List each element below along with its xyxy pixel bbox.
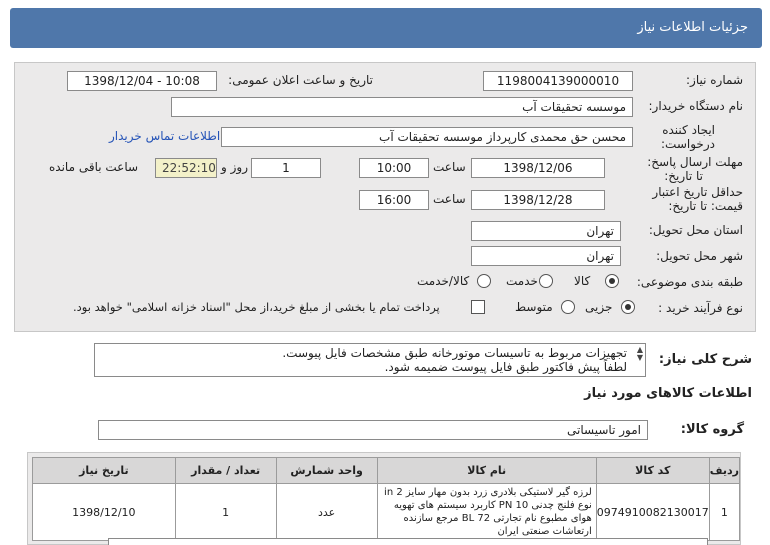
top-bar xyxy=(0,0,770,50)
requester-label-2: درخواست: xyxy=(661,137,715,151)
general-description-box[interactable] xyxy=(94,343,646,377)
purchase-option-medium: متوسط xyxy=(515,300,553,314)
price-validity-label-2: قیمت: تا تاریخ: xyxy=(668,199,743,213)
category-radio-service[interactable] xyxy=(539,274,553,288)
need-details-panel xyxy=(14,62,756,332)
col-header-index: ردیف xyxy=(709,458,739,484)
general-description-label: شرح کلی نیاز: xyxy=(658,352,752,367)
delivery-city-label: شهر محل تحویل: xyxy=(656,249,743,263)
buyer-org-label: نام دستگاه خریدار: xyxy=(648,99,743,113)
description-line-1: تجهیزات مربوط به تاسیسات موتورخانه طبق مشخصات فایل پیوست. xyxy=(282,346,627,360)
price-validity-time-label: ساعت xyxy=(433,192,466,206)
table-row[interactable] xyxy=(33,484,740,541)
bottom-field-edge xyxy=(108,538,708,545)
announce-datetime-label: تاریخ و ساعت اعلان عمومی: xyxy=(228,73,373,87)
table-header-row xyxy=(33,458,740,484)
delivery-province-label: استان محل تحویل: xyxy=(648,223,743,237)
col-header-code: کد کالا xyxy=(596,458,709,484)
need-number-label: شماره نیاز: xyxy=(686,73,743,87)
description-line-2: لطفاً پیش فاکتور طبق فایل پیوست ضمیمه شود. xyxy=(384,360,627,374)
col-header-name: نام کالا xyxy=(377,458,596,484)
goods-group-label: گروه کالا: xyxy=(680,422,744,437)
requester-field: محسن حق محمدی کارپرداز موسسه تحقیقات آب xyxy=(221,127,633,147)
category-option-goods-service: کالا/خدمت xyxy=(417,274,470,288)
category-radio-goods-service[interactable] xyxy=(477,274,491,288)
delivery-city-field: تهران xyxy=(471,246,621,266)
col-header-qty: تعداد / مقدار xyxy=(175,458,276,484)
cell-code: 0974910082130017 xyxy=(596,484,709,541)
treasury-payment-note: پرداخت تمام یا بخشی از مبلغ خرید،از محل "اسناد خزانه اسلامی" خواهد بود. xyxy=(73,300,440,314)
remaining-time-label: ساعت باقی مانده xyxy=(49,160,139,174)
reply-days-label: روز و xyxy=(221,160,248,174)
requester-label-1: ایجاد کننده xyxy=(662,123,715,137)
purchase-radio-minor[interactable] xyxy=(621,300,635,314)
reply-deadline-label-2: تا تاریخ: xyxy=(664,169,703,183)
reply-deadline-label-1: مهلت ارسال پاسخ: xyxy=(647,155,743,169)
category-option-service: خدمت xyxy=(506,274,538,288)
goods-table xyxy=(32,457,740,541)
cell-qty: 1 xyxy=(175,484,276,541)
price-validity-date-field: 1398/12/28 xyxy=(471,190,605,210)
goods-table-panel xyxy=(27,452,741,545)
page-title: جزئیات اطلاعات نیاز xyxy=(637,20,748,35)
announce-datetime-field: 1398/12/04 - 10:08 xyxy=(67,71,217,91)
remaining-time-field: 22:52:10 xyxy=(155,158,217,178)
category-label: طبقه بندی موضوعی: xyxy=(636,275,743,289)
cell-index: 1 xyxy=(709,484,739,541)
treasury-payment-checkbox[interactable] xyxy=(471,300,485,314)
delivery-province-field: تهران xyxy=(471,221,621,241)
buyer-org-field: موسسه تحقیقات آب xyxy=(171,97,633,117)
price-validity-label-1: حداقل تاریخ اعتبار xyxy=(652,185,743,199)
goods-info-title: اطلاعات کالاهای مورد نیاز xyxy=(584,386,752,401)
header-bar xyxy=(10,8,762,48)
category-radio-goods[interactable] xyxy=(605,274,619,288)
cell-unit: عدد xyxy=(276,484,377,541)
reply-days-field: 1 xyxy=(251,158,321,178)
col-header-date: تاریخ نیاز xyxy=(33,458,176,484)
category-option-goods: کالا xyxy=(574,274,591,288)
price-validity-time-field: 16:00 xyxy=(359,190,429,210)
purchase-type-label: نوع فرآیند خرید : xyxy=(658,301,743,315)
goods-group-field: امور تاسیساتی xyxy=(98,420,648,440)
buyer-contact-link[interactable]: اطلاعات تماس خریدار xyxy=(109,129,221,143)
scroll-arrows-icon[interactable]: ▲ ▼ xyxy=(636,345,643,362)
purchase-option-minor: جزیی xyxy=(585,300,613,314)
reply-time-label: ساعت xyxy=(433,160,466,174)
reply-time-field: 10:00 xyxy=(359,158,429,178)
reply-date-field: 1398/12/06 xyxy=(471,158,605,178)
purchase-radio-medium[interactable] xyxy=(561,300,575,314)
cell-date: 1398/12/10 xyxy=(33,484,176,541)
need-number-field: 1198004139000010 xyxy=(483,71,633,91)
cell-name: لرزه گیر لاستیکی بلادری زرد بدون مهار سایز in 2 نوع فلنج چدنی PN 10 کاربرد سیستم های تهویه هوای مطبوع نام تجارتی BL 72 مرجع سازنده ارتعاشات صنعتی ایران xyxy=(377,484,596,541)
col-header-unit: واحد شمارش xyxy=(276,458,377,484)
